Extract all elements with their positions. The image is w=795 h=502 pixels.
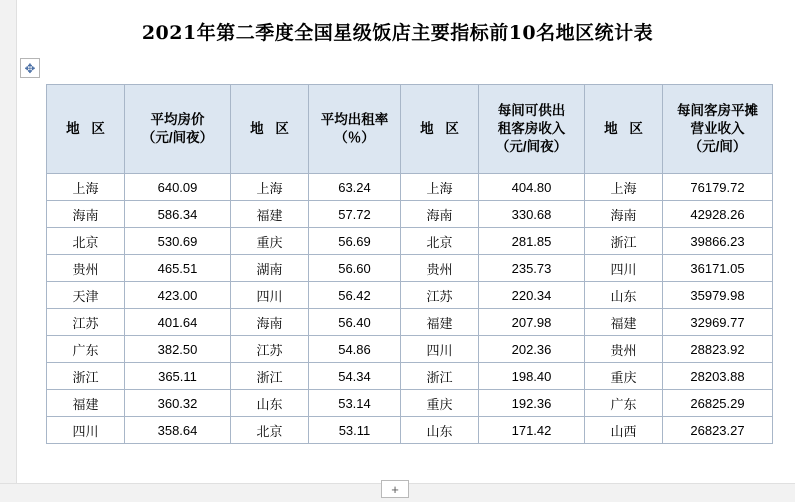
- cell-region: 山东: [231, 390, 309, 417]
- cell-region: 海南: [401, 201, 479, 228]
- cell-region: 浙江: [401, 363, 479, 390]
- table-header-row: [47, 85, 773, 174]
- page-title: 2021年第二季度全国星级饭店主要指标前10名地区统计表: [141, 22, 654, 44]
- cell-value: 192.36: [479, 390, 585, 417]
- table-row: [47, 228, 773, 255]
- cell-region: 北京: [401, 228, 479, 255]
- left-gutter: [0, 0, 17, 502]
- cell-value: 365.11: [125, 363, 231, 390]
- cell-value: 53.14: [309, 390, 401, 417]
- column-header-region-1: 地 区: [47, 85, 125, 174]
- cell-region: 山西: [585, 417, 663, 444]
- cell-value: 26823.27: [663, 417, 773, 444]
- table-row: [47, 417, 773, 444]
- cell-value: 56.40: [309, 309, 401, 336]
- cell-value: 530.69: [125, 228, 231, 255]
- cell-region: 广东: [47, 336, 125, 363]
- cell-value: 39866.23: [663, 228, 773, 255]
- cell-value: 404.80: [479, 174, 585, 201]
- cell-region: 贵州: [585, 336, 663, 363]
- cell-value: 53.11: [309, 417, 401, 444]
- cell-region: 上海: [231, 174, 309, 201]
- cell-value: 202.36: [479, 336, 585, 363]
- cell-value: 28203.88: [663, 363, 773, 390]
- cell-region: 重庆: [231, 228, 309, 255]
- cell-value: 360.32: [125, 390, 231, 417]
- cell-region: 海南: [47, 201, 125, 228]
- cell-value: 207.98: [479, 309, 585, 336]
- column-header-revenue-per-room: 每间客房平摊 营业收入 （元/间）: [663, 85, 773, 174]
- cell-region: 浙江: [47, 363, 125, 390]
- cell-region: 四川: [231, 282, 309, 309]
- table-move-handle[interactable]: ✥: [20, 58, 40, 78]
- cell-region: 江苏: [231, 336, 309, 363]
- cell-region: 海南: [231, 309, 309, 336]
- cell-region: 上海: [585, 174, 663, 201]
- cell-value: 57.72: [309, 201, 401, 228]
- cell-value: 63.24: [309, 174, 401, 201]
- cell-value: 358.64: [125, 417, 231, 444]
- cell-value: 28823.92: [663, 336, 773, 363]
- cell-value: 54.86: [309, 336, 401, 363]
- cell-region: 山东: [401, 417, 479, 444]
- table-row: [47, 174, 773, 201]
- cell-region: 江苏: [47, 309, 125, 336]
- column-header-region-4: 地 区: [585, 85, 663, 174]
- cell-value: 640.09: [125, 174, 231, 201]
- cell-region: 四川: [47, 417, 125, 444]
- cell-value: 36171.05: [663, 255, 773, 282]
- table-row: [47, 363, 773, 390]
- cell-value: 281.85: [479, 228, 585, 255]
- cell-region: 重庆: [401, 390, 479, 417]
- cell-value: 56.69: [309, 228, 401, 255]
- cell-region: 江苏: [401, 282, 479, 309]
- cell-value: 220.34: [479, 282, 585, 309]
- cell-region: 四川: [585, 255, 663, 282]
- cell-region: 浙江: [585, 228, 663, 255]
- cell-region: 上海: [47, 174, 125, 201]
- cell-region: 贵州: [47, 255, 125, 282]
- cell-value: 330.68: [479, 201, 585, 228]
- table-row: [47, 255, 773, 282]
- cell-value: 423.00: [125, 282, 231, 309]
- table-row: [47, 390, 773, 417]
- cell-value: 32969.77: [663, 309, 773, 336]
- cell-value: 35979.98: [663, 282, 773, 309]
- column-header-occupancy-rate: 平均出租率 （％）: [309, 85, 401, 174]
- cell-region: 福建: [231, 201, 309, 228]
- statistics-table: [46, 84, 773, 444]
- cell-value: 56.42: [309, 282, 401, 309]
- cell-region: 海南: [585, 201, 663, 228]
- cell-region: 福建: [401, 309, 479, 336]
- cell-region: 贵州: [401, 255, 479, 282]
- column-header-region-3: 地 区: [401, 85, 479, 174]
- cell-value: 26825.29: [663, 390, 773, 417]
- cell-region: 浙江: [231, 363, 309, 390]
- cell-value: 198.40: [479, 363, 585, 390]
- cell-value: 382.50: [125, 336, 231, 363]
- cell-value: 76179.72: [663, 174, 773, 201]
- cell-region: 山东: [585, 282, 663, 309]
- cell-region: 福建: [47, 390, 125, 417]
- cell-value: 56.60: [309, 255, 401, 282]
- cell-region: 福建: [585, 309, 663, 336]
- column-header-revpar: 每间可供出 租客房收入 （元/间夜）: [479, 85, 585, 174]
- table-body: [47, 174, 773, 444]
- table-row: [47, 309, 773, 336]
- cell-value: 54.34: [309, 363, 401, 390]
- statistics-table-container: [46, 84, 758, 444]
- cell-value: 171.42: [479, 417, 585, 444]
- cell-region: 上海: [401, 174, 479, 201]
- cell-region: 北京: [47, 228, 125, 255]
- add-row-button[interactable]: +: [381, 480, 409, 498]
- cell-region: 重庆: [585, 363, 663, 390]
- column-header-region-2: 地 区: [231, 85, 309, 174]
- column-header-avg-room-rate: 平均房价 （元/间夜）: [125, 85, 231, 174]
- cell-region: 北京: [231, 417, 309, 444]
- cell-region: 四川: [401, 336, 479, 363]
- table-header: [47, 85, 773, 174]
- table-row: [47, 336, 773, 363]
- cell-value: 401.64: [125, 309, 231, 336]
- cell-region: 广东: [585, 390, 663, 417]
- table-row: [47, 201, 773, 228]
- cell-value: 465.51: [125, 255, 231, 282]
- cell-region: 天津: [47, 282, 125, 309]
- cell-value: 586.34: [125, 201, 231, 228]
- cell-value: 235.73: [479, 255, 585, 282]
- table-row: [47, 282, 773, 309]
- cell-region: 湖南: [231, 255, 309, 282]
- cell-value: 42928.26: [663, 201, 773, 228]
